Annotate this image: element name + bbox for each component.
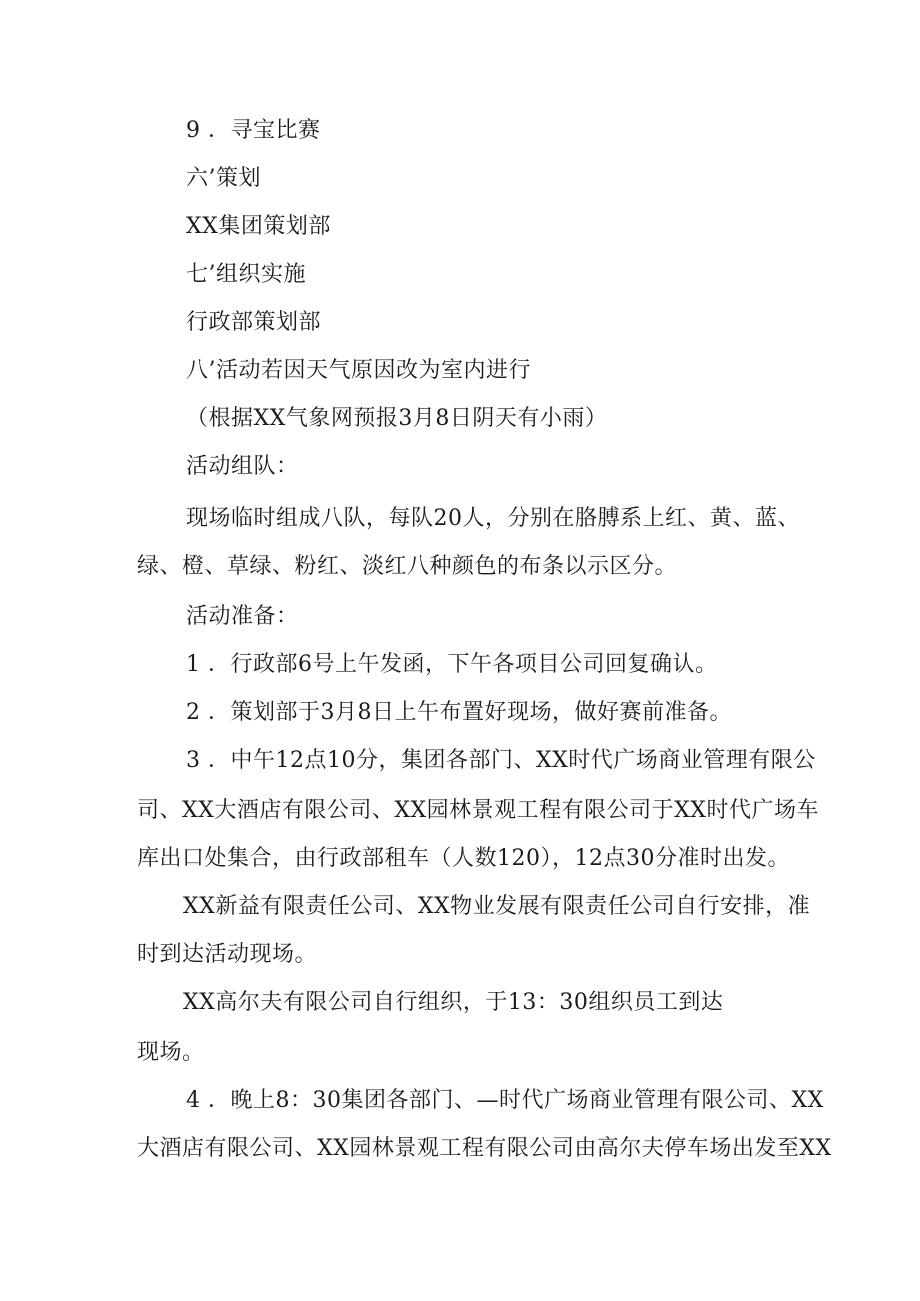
item-9-treasure-hunt: 9 ．寻宝比赛 — [186, 118, 321, 143]
self-arranged-companies-line-1: XX新益有限责任公司、XX物业发展有限责任公司自行安排，准 — [183, 894, 811, 919]
self-arranged-companies-line-2: 时到达活动现场。 — [137, 942, 318, 967]
preparation-item-2: 2 ．策划部于3月8日上午布置好现场，做好赛前准备。 — [186, 700, 732, 725]
team-formation-paragraph-line-2: 绿、橙、草绿、粉红、淡红八种颜色的布条以示区分。 — [137, 554, 678, 579]
team-formation-paragraph-line-1: 现场临时组成八队，每队20人，分别在胳膊系上红、黄、蓝、 — [186, 506, 800, 531]
planning-department-text: XX集团策划部 — [186, 214, 331, 239]
golf-company-arrangement-line-2: 现场。 — [137, 1040, 205, 1065]
section-8-heading: 八’活动若因天气原因改为室内进行 — [186, 358, 531, 383]
preparation-item-4-line-2: 大酒店有限公司、XX园林景观工程有限公司由高尔夫停车场出发至XX — [137, 1136, 832, 1161]
preparation-item-4-line-1: 4 ．晚上8：30集团各部门、—时代广场商业管理有限公司、XX — [186, 1088, 824, 1113]
weather-forecast-note: （根据XX气象网预报3月8日阴天有小雨） — [186, 406, 608, 431]
preparation-item-1: 1 ．行政部6号上午发函，下午各项目公司回复确认。 — [186, 652, 718, 677]
golf-company-arrangement-line-1: XX高尔夫有限公司自行组织，于13：30组织员工到达 — [183, 990, 724, 1015]
implementing-departments-text: 行政部策划部 — [186, 310, 322, 335]
preparation-heading: 活动准备： — [186, 604, 299, 629]
section-6-heading: 六’策划 — [186, 166, 261, 191]
preparation-item-3-line-1: 3 ．中午12点10分，集团各部门、XX时代广场商业管理有限公 — [186, 748, 816, 773]
preparation-item-3-line-2: 司、XX大酒店有限公司、XX园林景观工程有限公司于XX时代广场车 — [137, 798, 819, 823]
preparation-item-3-line-3: 库出口处集合，由行政部租车（人数120），12点30分准时出发。 — [137, 846, 790, 871]
team-formation-heading: 活动组队： — [186, 454, 299, 479]
section-7-heading: 七’组织实施 — [186, 262, 306, 287]
